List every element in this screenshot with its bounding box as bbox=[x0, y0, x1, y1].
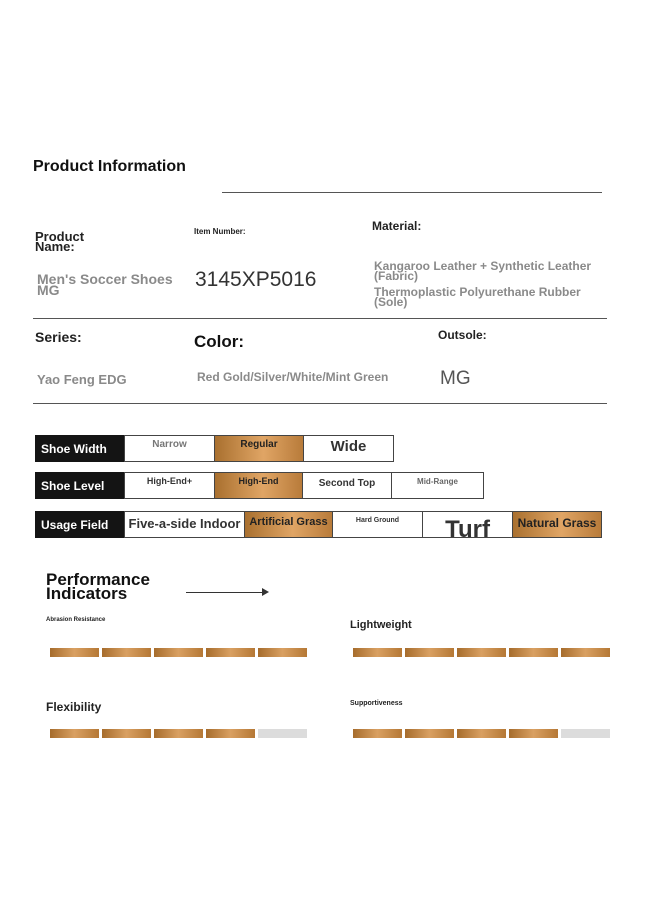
material-value-fabric: Kangaroo Leather + Synthetic Leather (Fabric) bbox=[374, 259, 592, 283]
metric-label-supportiveness: Supportiveness bbox=[350, 700, 403, 707]
usage-field-row bbox=[35, 511, 602, 543]
usage-field-option-natural-grass[interactable]: Natural Grass bbox=[512, 511, 602, 538]
score-segment bbox=[561, 648, 610, 657]
row-divider-2 bbox=[33, 403, 607, 404]
score-segment bbox=[405, 648, 454, 657]
score-segment bbox=[258, 729, 307, 738]
product-name-label: Product Name: bbox=[35, 229, 85, 254]
score-segment bbox=[457, 729, 506, 738]
score-segment bbox=[509, 729, 558, 738]
color-value: Red Gold/Silver/White/Mint Green bbox=[197, 370, 389, 384]
score-segment bbox=[405, 729, 454, 738]
section-title: Product Information bbox=[33, 158, 186, 175]
metric-label-abrasion-resistance: Abrasion Resistance bbox=[46, 617, 106, 623]
usage-field-option-five-a-side-indoor[interactable]: Five-a-side Indoor bbox=[124, 511, 245, 538]
arrow-right-icon bbox=[262, 588, 269, 596]
metric-label-flexibility: Flexibility bbox=[46, 700, 102, 714]
score-segment bbox=[102, 648, 151, 657]
usage-field-option-turf[interactable]: Turf bbox=[422, 511, 513, 538]
metric-bar-flexibility bbox=[50, 729, 307, 738]
score-segment bbox=[102, 729, 151, 738]
performance-title: Performance Indicators bbox=[46, 570, 150, 603]
score-segment bbox=[154, 648, 203, 657]
metric-label-lightweight: Lightweight bbox=[350, 619, 412, 631]
usage-field-option-hard-ground[interactable]: Hard Ground bbox=[332, 511, 423, 538]
score-segment bbox=[561, 729, 610, 738]
shoe-level-option-second-top[interactable]: Second Top bbox=[302, 472, 392, 499]
shoe-width-label: Shoe Width bbox=[35, 435, 125, 462]
shoe-level-label: Shoe Level bbox=[35, 472, 125, 499]
material-value bbox=[374, 261, 614, 313]
item-number-label: Item Number: bbox=[194, 227, 246, 236]
score-segment bbox=[509, 648, 558, 657]
outsole-label: Outsole: bbox=[438, 328, 487, 342]
metric-bar-abrasion-resistance bbox=[50, 648, 307, 657]
shoe-level-option-mid-range[interactable]: Mid-Range bbox=[391, 472, 484, 499]
score-segment bbox=[353, 729, 402, 738]
score-segment bbox=[353, 648, 402, 657]
metric-bar-supportiveness bbox=[353, 729, 610, 738]
material-label: Material: bbox=[372, 219, 422, 233]
shoe-level-option-high-end[interactable]: High-End bbox=[214, 472, 303, 499]
score-segment bbox=[50, 648, 99, 657]
usage-field-option-artificial-grass[interactable]: Artificial Grass bbox=[244, 511, 333, 538]
color-label: Color: bbox=[194, 332, 245, 351]
shoe-width-row bbox=[35, 435, 394, 462]
score-segment bbox=[206, 729, 255, 738]
score-segment bbox=[258, 648, 307, 657]
outsole-value: MG bbox=[440, 368, 471, 389]
metric-bar-lightweight bbox=[353, 648, 610, 657]
product-name-value: Men's Soccer Shoes MG bbox=[37, 271, 173, 298]
title-divider bbox=[222, 192, 602, 193]
shoe-width-option-regular[interactable]: Regular bbox=[214, 435, 304, 462]
series-label: Series: bbox=[35, 329, 82, 345]
score-segment bbox=[154, 729, 203, 738]
shoe-width-option-narrow[interactable]: Narrow bbox=[124, 435, 215, 462]
score-segment bbox=[457, 648, 506, 657]
item-number-value: 3145XP5016 bbox=[195, 268, 317, 291]
score-segment bbox=[206, 648, 255, 657]
shoe-width-option-wide[interactable]: Wide bbox=[303, 435, 394, 462]
row-divider-1 bbox=[33, 318, 607, 319]
usage-field-label: Usage Field bbox=[35, 511, 125, 538]
series-value: Yao Feng EDG bbox=[37, 372, 127, 387]
shoe-level-row bbox=[35, 472, 484, 499]
shoe-level-option-high-end-plus[interactable]: High-End+ bbox=[124, 472, 215, 499]
score-segment bbox=[50, 729, 99, 738]
material-value-sole: Thermoplastic Polyurethane Rubber (Sole) bbox=[374, 285, 581, 309]
arrow-line bbox=[186, 592, 264, 593]
